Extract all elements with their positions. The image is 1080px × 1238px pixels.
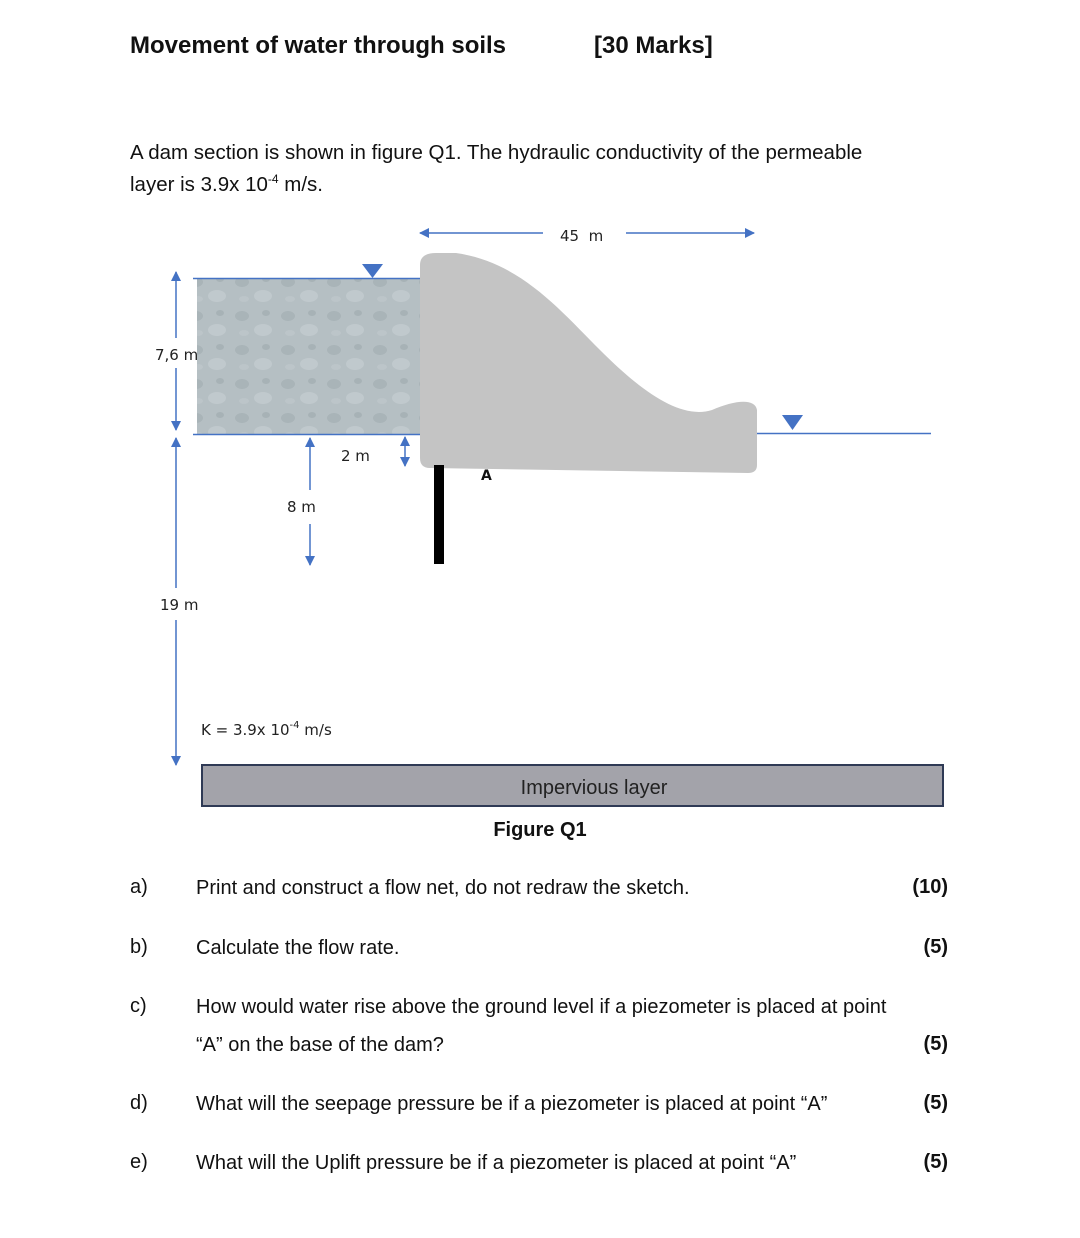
figure-caption: Figure Q1	[493, 819, 587, 841]
question-b-marks: (5)	[923, 936, 948, 958]
downstream-water-level-icon	[782, 415, 803, 430]
upstream-head-label: 7,6 m	[155, 346, 199, 364]
question-a-text: Print and construct a flow net, do not redraw the sketch.	[196, 877, 690, 899]
conductivity-label	[201, 720, 332, 739]
k-prefix: K = 3.9x 10	[201, 721, 290, 739]
intro-exponent: -4	[267, 172, 279, 186]
intro-line-1: A dam section is shown in figure Q1. The hydraulic conductivity of the permeable	[130, 141, 863, 164]
question-c-text-line-2: “A” on the base of the dam?	[196, 1034, 444, 1056]
intro-line-2-suffix: m/s.	[278, 172, 323, 196]
question-c-marks: (5)	[923, 1033, 948, 1055]
base-width-label: 45 m	[560, 227, 604, 245]
sheet-pile	[434, 465, 444, 564]
point-a-label: A	[481, 468, 492, 484]
impervious-layer-label: Impervious layer	[520, 777, 668, 799]
question-b-text: Calculate the flow rate.	[196, 937, 400, 959]
k-suffix: m/s	[299, 721, 332, 739]
k-exponent: -4	[289, 720, 300, 731]
upstream-water-level-icon	[362, 264, 383, 278]
question-d-marks: (5)	[923, 1092, 948, 1114]
question-d-text: What will the seepage pressure be if a piezometer is placed at point “A”	[196, 1093, 828, 1115]
layer-depth-label: 19 m	[160, 596, 199, 614]
question-d-letter: d)	[130, 1092, 148, 1114]
total-marks: [30 Marks]	[594, 32, 713, 59]
dam-body	[420, 253, 757, 473]
page-title: Movement of water through soils	[130, 32, 507, 59]
intro-line-2-prefix: layer is 3.9x 10	[130, 172, 268, 196]
question-e-marks: (5)	[923, 1151, 948, 1173]
upstream-water	[197, 279, 423, 434]
question-e-letter: e)	[130, 1151, 148, 1173]
question-a-letter: a)	[130, 876, 148, 898]
sheetpile-length-label: 8 m	[287, 498, 316, 516]
question-e-text: What will the Uplift pressure be if a piezometer is placed at point “A”	[196, 1152, 797, 1174]
embed-depth-label: 2 m	[341, 447, 370, 465]
question-c-text: How would water rise above the ground level if a piezometer is placed at point	[196, 996, 887, 1018]
question-c-letter: c)	[130, 995, 147, 1017]
question-b-letter: b)	[130, 936, 148, 958]
question-a-marks: (10)	[912, 876, 948, 898]
